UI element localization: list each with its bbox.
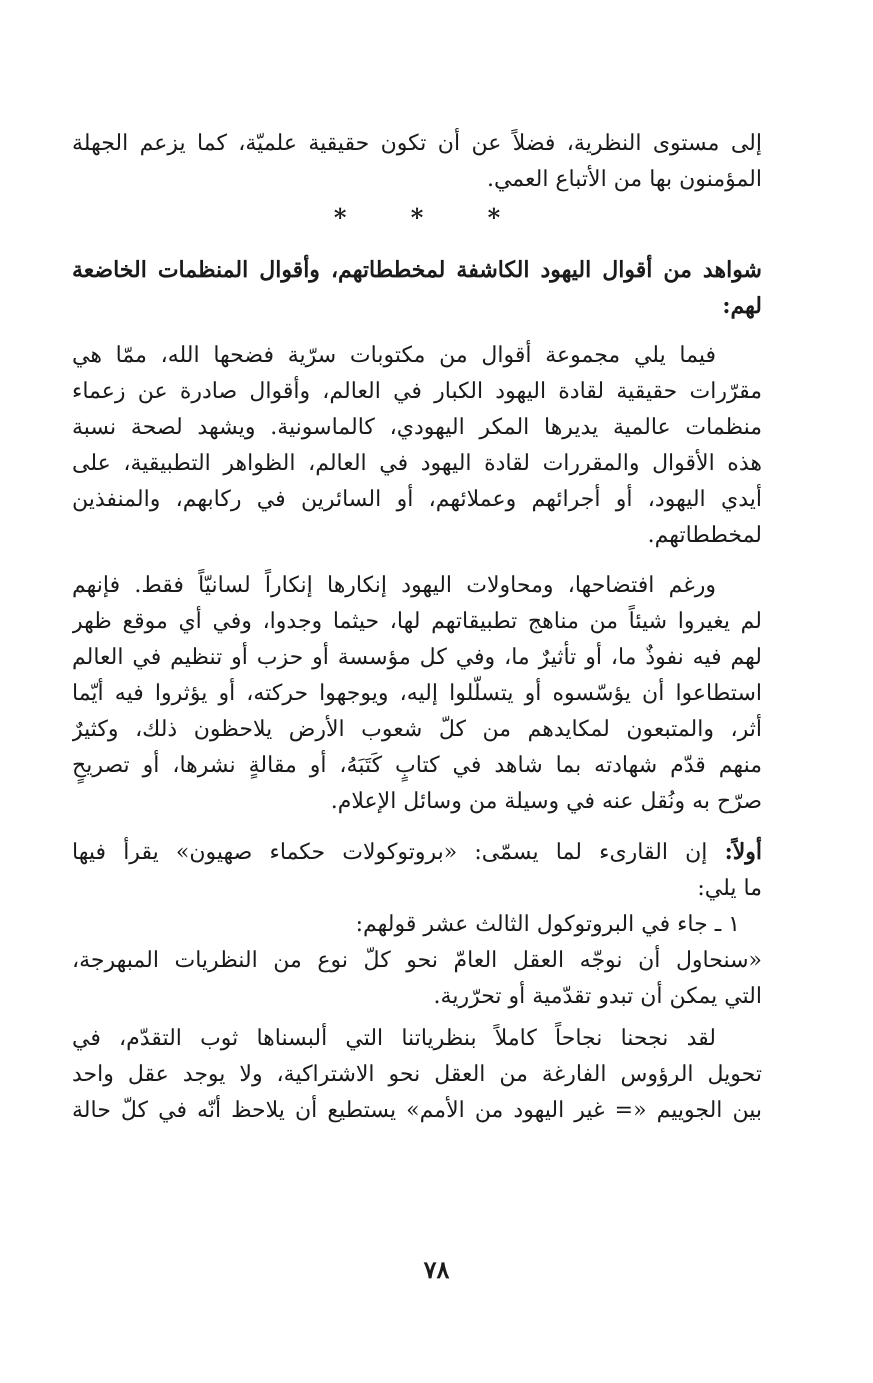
- list-item: ١ ـ جاء في البروتوكول الثالث عشر قولهم:: [355, 912, 740, 937]
- text-line: التي يمكن أن تبدو تقدّمية أو تحرّرية.: [433, 984, 762, 1009]
- text-line: فيما يلي مجموعة أقوال من مكتوبات سرّية فضحها الله، ممّا هي: [72, 343, 716, 368]
- quote-paragraph-continued: [72, 1021, 762, 1129]
- text-line: تحويل الرؤوس الفارغة من العقل نحو الاشتراكية، ولا يوجد عقل واحد: [72, 1062, 762, 1087]
- text-line: لهم فيه نفوذٌ ما، أو تأثيرٌ ما، وفي كل مؤسسة أو حزب أو تنظيم في العالم: [72, 645, 762, 670]
- text-line: «سنحاول أن نوجّه العقل العامّ نحو كلّ نوع من النظريات المبهرجة،: [72, 948, 762, 973]
- text-line: لم يغيروا شيئاً من مناهج تطبيقاتهم لها، حيثما وجدوا، وفي أي موقع ظهر: [72, 609, 762, 634]
- text-line: أيدي اليهود، أو أجرائهم وعملائهم، أو السائرين في ركابهم، والمنفذين: [72, 487, 762, 512]
- text-line: هذه الأقوال والمقررات لقادة اليهود في العالم، الظواهر التطبيقية، على: [72, 451, 762, 476]
- text-line: منهم قدّم شهادته بما شاهد في كتابٍ كَتَبَهُ، أو مقالةٍ نشرها، أو تصريحٍ: [72, 753, 762, 778]
- point-label: أولاً:: [724, 839, 762, 865]
- paragraph-denial: [72, 568, 762, 820]
- heading-line: لهم:: [722, 293, 762, 319]
- section-heading: [72, 252, 762, 324]
- section-separator: * * *: [333, 203, 529, 232]
- quote-paragraph: [72, 943, 762, 1015]
- heading-line: شواهد من أقوال اليهود الكاشفة لمخططاتهم، وأقوال المنظمات الخاضعة: [72, 257, 762, 283]
- text-line: أثر، والمتبعون لمكايدهم من كلّ شعوب الأرض يلاحظون ذلك، وكثيرٌ: [72, 717, 762, 742]
- paragraph-continuation: [72, 126, 762, 198]
- paragraph-intro: [72, 338, 762, 554]
- text-line: إلى مستوى النظرية، فضلاً عن أن تكون حقيقية علميّة، كما يزعم الجهلة: [72, 131, 762, 156]
- text-line: لمخططاتهم.: [647, 523, 762, 548]
- page-number: ٧٨: [423, 1255, 450, 1284]
- text-line: [72, 834, 762, 871]
- text-line: بين الجوييم «= غير اليهود من الأمم» يستطيع أن يلاحظ أنّه في كلّ حالة: [72, 1098, 762, 1123]
- point-text: إن القارىء لما يسمّى: «بروتوكولات حكماء صهيون» يقرأ فيها: [72, 840, 708, 865]
- text-line: لقد نجحنا نجاحاً كاملاً بنظرياتنا التي ألبسناها ثوب التقدّم، في: [72, 1026, 716, 1051]
- text-line: المؤمنون بها من الأتباع العمي.: [486, 167, 762, 192]
- text-line: ورغم افتضاحها، ومحاولات اليهود إنكارها إنكاراً لسانيّاً فقط. فإنهم: [72, 573, 716, 598]
- text-line: استطاعوا أن يؤسّسوه أو يتسلّلوا إليه، ويوجهوا حركته، أو يؤثروا فيه أيّما: [72, 681, 762, 706]
- text-line: ما يلي:: [697, 876, 762, 901]
- text-line: مقرّرات حقيقية لقادة اليهود الكبار في العالم، وأقوال صادرة عن زعماء: [72, 379, 762, 404]
- text-line: منظمات عالمية يديرها المكر اليهودي، كالماسونية. ويشهد لصحة نسبة: [72, 415, 762, 440]
- paragraph-first-point: [72, 834, 762, 907]
- text-line: صرّح به ونُقل عنه في وسيلة من وسائل الإعلام.: [330, 789, 762, 814]
- page-body: [72, 126, 762, 1129]
